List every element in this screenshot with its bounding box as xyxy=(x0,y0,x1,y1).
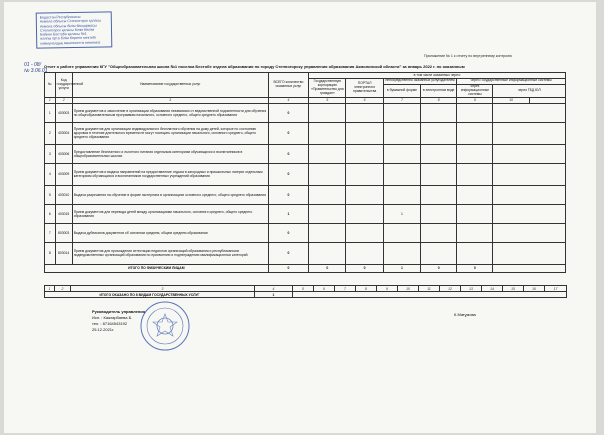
row-info xyxy=(457,242,493,264)
total-value: 0 xyxy=(268,264,308,272)
signatory-name: К.Мағұмова xyxy=(454,312,476,317)
footer-column-number: 17 xyxy=(545,286,567,292)
row-portal xyxy=(346,163,383,185)
grand-total-value: 1 xyxy=(255,292,293,298)
row-number: 7 xyxy=(45,223,56,242)
header-other-systems: через Государственные информационные системы xyxy=(457,78,566,84)
handwriting-line: 01 - 08/ xyxy=(24,62,41,68)
row-total: 1 xyxy=(268,204,308,223)
row-info xyxy=(457,103,493,122)
service-code: 403004 xyxy=(55,122,72,144)
header-paper: в бумажной форме xyxy=(383,84,420,97)
row-gbd xyxy=(493,223,566,242)
row-gbd xyxy=(493,163,566,185)
footer-column-number: 13 xyxy=(461,286,482,292)
row-gk xyxy=(309,223,346,242)
report-date: 25.12.2021г. xyxy=(92,327,115,332)
row-number: 6 xyxy=(45,204,56,223)
table-row xyxy=(45,223,566,242)
appendix-note: Приложение № 1 к отчету по внутреннему контролю xyxy=(424,54,512,58)
service-code: 803003 xyxy=(55,223,72,242)
column-number: 3 xyxy=(72,97,268,103)
column-number: 1 xyxy=(45,97,56,103)
service-name: Прием документов и выдача направлений на предоставление отдыха в загородных и пришкольных лагерях отдельным категориям обучающихся и воспитанников государственных учреждений образования xyxy=(72,163,268,185)
table-row xyxy=(45,163,566,185)
row-gbd xyxy=(493,144,566,163)
stamp-line: Акмола облысы білім басқармасы xyxy=(39,23,97,29)
row-info xyxy=(457,144,493,163)
header-portal: ПОРТАЛ электронного правительства xyxy=(346,78,383,97)
row-portal xyxy=(346,103,383,122)
table-row xyxy=(45,204,566,223)
handwriting-line: № 3.06.01 xyxy=(24,68,48,74)
row-paper xyxy=(383,185,420,204)
stamp-line: коммуналдық мемлекеттік мекемесі xyxy=(40,40,101,46)
report-title: Отчет о работе управления КГУ "Общеобразовательная школа №1 поселка Бестобе отдела образования по городу Степногорску управления образования Акмолинской области" за январь 2022 г. по оказанным xyxy=(44,64,465,69)
total-label: ИТОГО ПО ФИЗИЧЕСКИМ ЛИЦАМ xyxy=(45,264,269,272)
row-paper xyxy=(383,144,420,163)
service-name: Прием документов и зачисление в организации образования независимо от ведомственной подчиненности для обучения по общеобразовательным программам начального, основного среднего, общего среднего образования xyxy=(72,103,268,122)
row-number: 5 xyxy=(45,185,56,204)
header-electronic: в электронном виде xyxy=(421,84,457,97)
service-code: 403006 xyxy=(55,144,72,163)
row-paper xyxy=(383,242,420,264)
row-electronic xyxy=(421,204,457,223)
service-code: 403009 xyxy=(55,163,72,185)
document-sheet xyxy=(4,2,596,433)
service-code: 403015 xyxy=(55,204,72,223)
service-name: Прием документов для организации индивидуального бесплатного обучения на дому детей, которые по состоянию здоровья в течение длительного времени не могут посещать организации начального, основного среднего, общего среднего образования xyxy=(72,122,268,144)
column-number: 4 xyxy=(268,97,308,103)
row-info xyxy=(457,185,493,204)
footer-column-number: 8 xyxy=(356,286,377,292)
column-number: 10 xyxy=(493,97,529,103)
row-total: 0 xyxy=(268,122,308,144)
header-no: № xyxy=(45,73,56,98)
header-via-gbd: через ГБД ЮЛ xyxy=(493,84,566,97)
header-direct: непосредственно оказанных услугодателем xyxy=(383,78,457,84)
row-total: 0 xyxy=(268,185,308,204)
stamp-line: Бедастан Республикасы xyxy=(39,14,81,20)
footer-column-number: 3 xyxy=(71,286,255,292)
row-number: 8 xyxy=(45,242,56,264)
executor-phone: тел. : 87164543192 xyxy=(92,321,128,326)
table-row xyxy=(45,185,566,204)
row-number: 4 xyxy=(45,163,56,185)
row-gbd xyxy=(493,185,566,204)
table-row xyxy=(45,144,566,163)
services-table xyxy=(44,72,566,273)
grand-total-empty xyxy=(293,292,567,298)
row-portal xyxy=(346,144,383,163)
row-gbd xyxy=(493,122,566,144)
column-number: 6 xyxy=(346,97,383,103)
row-electronic xyxy=(421,185,457,204)
table-row xyxy=(45,122,566,144)
official-seal-icon xyxy=(139,300,191,352)
column-number: 8 xyxy=(421,97,457,103)
row-electronic xyxy=(421,163,457,185)
row-info xyxy=(457,204,493,223)
footer-column-number: 11 xyxy=(419,286,440,292)
row-paper xyxy=(383,103,420,122)
row-number: 3 xyxy=(45,144,56,163)
row-gk xyxy=(309,242,346,264)
signature-title: Руководитель управления xyxy=(92,309,146,314)
row-paper xyxy=(383,223,420,242)
row-total: 0 xyxy=(268,242,308,264)
footer-column-number: 14 xyxy=(482,286,503,292)
row-gk xyxy=(309,144,346,163)
row-electronic xyxy=(421,103,457,122)
column-number: 9 xyxy=(457,97,493,103)
footer-column-number: 10 xyxy=(398,286,419,292)
header-via-info: через информационные системы xyxy=(457,84,493,97)
row-gk xyxy=(309,185,346,204)
grand-total-label: ИТОГО ОКАЗАНО ПО 8 ВИДАМ ГОСУДАРСТВЕННЫХ УСЛУГ xyxy=(45,292,255,298)
stamp-line: Степногорск қаласы білім бөлімі xyxy=(39,27,95,33)
footer-column-number: 15 xyxy=(503,286,524,292)
row-portal xyxy=(346,122,383,144)
service-name: Выдача разрешения на обучение в форме экстерната в организациях основного среднего, общего среднего образования xyxy=(72,185,268,204)
row-portal xyxy=(346,223,383,242)
row-portal xyxy=(346,185,383,204)
service-code: 403010 xyxy=(55,185,72,204)
service-name: Прием документов для прохождения аттестации педагогов организаций образования и республиканских подведомственных организаций образования по присвоению и подтверждению квалификационных категорий xyxy=(72,242,268,264)
total-gbd xyxy=(493,264,566,272)
row-total: 0 xyxy=(268,103,308,122)
column-number: 2 xyxy=(55,97,72,103)
table-body xyxy=(45,103,566,264)
row-electronic xyxy=(421,122,457,144)
row-electronic xyxy=(421,242,457,264)
footer-column-number: 7 xyxy=(335,286,356,292)
table-row xyxy=(45,242,566,264)
row-number: 2 xyxy=(45,122,56,144)
footer-column-number: 5 xyxy=(293,286,314,292)
footer-column-number: 1 xyxy=(45,286,55,292)
service-name: Прием документов для перевода детей между организациями начального, основного среднего, общего среднего образования xyxy=(72,204,268,223)
total-paper: 1 xyxy=(383,264,420,272)
total-gk: 0 xyxy=(309,264,346,272)
footer-column-number: 6 xyxy=(314,286,335,292)
column-number: 5 xyxy=(309,97,346,103)
header-including: в том числе оказанных через: xyxy=(309,73,566,79)
header-code: Код государственной услуги xyxy=(55,73,72,98)
row-gk xyxy=(309,122,346,144)
header-gov-corp: Государственную корпорацию «Правительство для граждан» xyxy=(309,78,346,97)
total-portal: 0 xyxy=(346,264,383,272)
signature-block xyxy=(92,309,145,333)
row-gbd xyxy=(493,204,566,223)
row-total: 0 xyxy=(268,163,308,185)
row-electronic xyxy=(421,223,457,242)
row-gbd xyxy=(493,242,566,264)
row-total: 0 xyxy=(268,223,308,242)
row-paper xyxy=(383,122,420,144)
header-service-name: Наименование государственных услуг xyxy=(72,73,268,98)
service-code: 803014 xyxy=(55,242,72,264)
row-info xyxy=(457,163,493,185)
grand-total-row xyxy=(45,292,567,298)
stamp-line: жалпы орта білім беретін мектебі xyxy=(40,36,96,42)
row-total: 0 xyxy=(268,144,308,163)
footer-column-number: 9 xyxy=(377,286,398,292)
column-number: 7 xyxy=(383,97,420,103)
table-row xyxy=(45,103,566,122)
row-paper: 1 xyxy=(383,204,420,223)
header-total: ВСЕГО количество оказанных услуг xyxy=(268,73,308,98)
row-number: 1 xyxy=(45,103,56,122)
total-electronic: 0 xyxy=(421,264,457,272)
stamp-line: Байкен Бастаба қаласы №1 xyxy=(40,31,87,37)
row-gk xyxy=(309,204,346,223)
service-code: 403003 xyxy=(55,103,72,122)
row-electronic xyxy=(421,144,457,163)
total-info: 0 xyxy=(457,264,493,272)
row-paper xyxy=(383,163,420,185)
registration-stamp xyxy=(36,11,113,48)
footer-column-number: 16 xyxy=(524,286,545,292)
footer-column-number: 2 xyxy=(55,286,71,292)
total-row xyxy=(45,264,566,272)
row-portal xyxy=(346,242,383,264)
footer-table xyxy=(44,285,567,298)
row-gk xyxy=(309,163,346,185)
row-gk xyxy=(309,103,346,122)
executor-name: Исп. : Кажгарбаева Б. xyxy=(92,315,133,320)
row-info xyxy=(457,223,493,242)
row-portal xyxy=(346,204,383,223)
stamp-line: Акмола облысы Степногорск қаласы xyxy=(39,18,102,24)
footer-column-number: 4 xyxy=(255,286,293,292)
row-gbd xyxy=(493,103,566,122)
service-name: Предоставление бесплатного и льготного питания отдельным категориям обучающихся и воспитанников в общеобразовательных школах xyxy=(72,144,268,163)
service-name: Выдача дубликатов документов об основном среднем, общем среднем образовании xyxy=(72,223,268,242)
row-info xyxy=(457,122,493,144)
footer-column-number: 12 xyxy=(440,286,461,292)
